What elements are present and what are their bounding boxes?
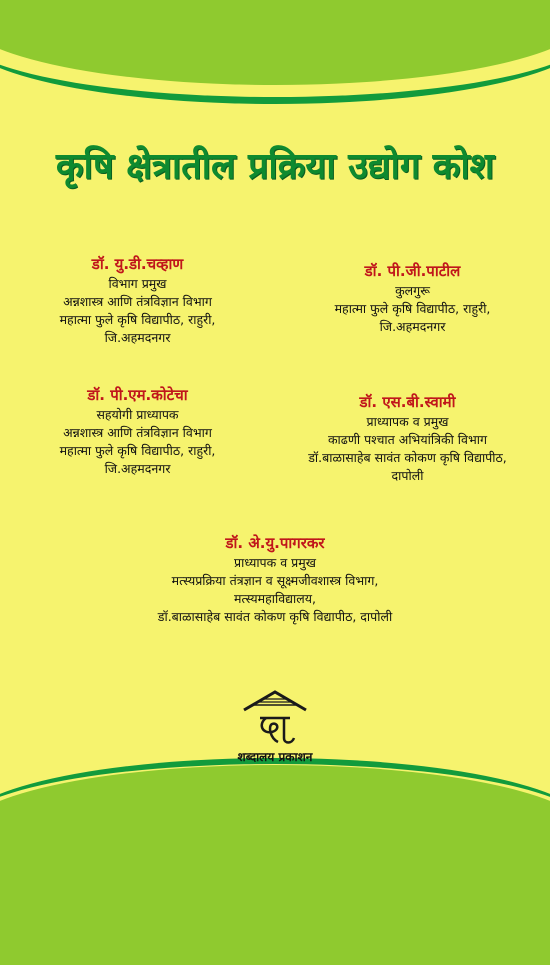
author-line: जि.अहमदनगर [379, 319, 446, 334]
author-line: जि.अहमदनगर [104, 330, 171, 345]
bottom-stripe [0, 758, 550, 964]
author-line: डॉ.बाळासाहेब सावंत कोकण कृषि विद्यापीठ, दापोली [157, 609, 393, 624]
author-line: महात्मा फुले कृषि विद्यापीठ, राहुरी, [334, 301, 491, 316]
author-line: महात्मा फुले कृषि विद्यापीठ, राहुरी, [59, 443, 216, 458]
author-line: मत्स्यमहाविद्यालय, [234, 591, 316, 606]
author-line: मत्स्यप्रक्रिया तंत्रज्ञान व सूक्ष्मजीवशास्त्र विभाग, [171, 573, 379, 588]
author-line: सहयोगी प्राध्यापक [96, 407, 179, 422]
author-line: प्राध्यापक व प्रमुख [366, 414, 449, 429]
author-line: कुलगुरू [395, 283, 430, 298]
top-stripe [0, 0, 550, 104]
author-line: अन्नशास्त्र आणि तंत्रविज्ञान विभाग [63, 294, 212, 309]
author-line: विभाग प्रमुख [108, 276, 167, 291]
author-line: काढणी पश्चात अभियांत्रिकी विभाग [327, 432, 488, 447]
author-line: जि.अहमदनगर [104, 461, 171, 476]
author-block-2 [275, 262, 550, 336]
author-line: डॉ.बाळासाहेब सावंत कोकण कृषि विद्यापीठ, [308, 450, 507, 465]
author-line: अन्नशास्त्र आणि तंत्रविज्ञान विभाग [63, 425, 212, 440]
author-block-5 [0, 534, 550, 626]
author-block-1 [0, 255, 275, 347]
publisher-logo-icon [240, 688, 310, 748]
author-line: दापोली [391, 468, 424, 483]
author-name: डॉ. पी.एम.कोटेचा [87, 386, 188, 404]
author-name: डॉ. यु.डी.चव्हाण [91, 255, 184, 273]
author-block-4 [265, 393, 550, 485]
publisher-name: शब्दालय प्रकाशन [237, 750, 313, 764]
author-name: डॉ. एस.बी.स्वामी [359, 393, 456, 411]
book-title: कृषि क्षेत्रातील प्रक्रिया उद्योग कोश [55, 146, 495, 187]
author-line: महात्मा फुले कृषि विद्यापीठ, राहुरी, [59, 312, 216, 327]
author-line: प्राध्यापक व प्रमुख [234, 555, 316, 570]
author-name: डॉ. पी.जी.पाटील [364, 262, 461, 280]
author-name: डॉ. अे.यु.पागरकर [225, 534, 325, 552]
author-block-3 [0, 386, 275, 478]
